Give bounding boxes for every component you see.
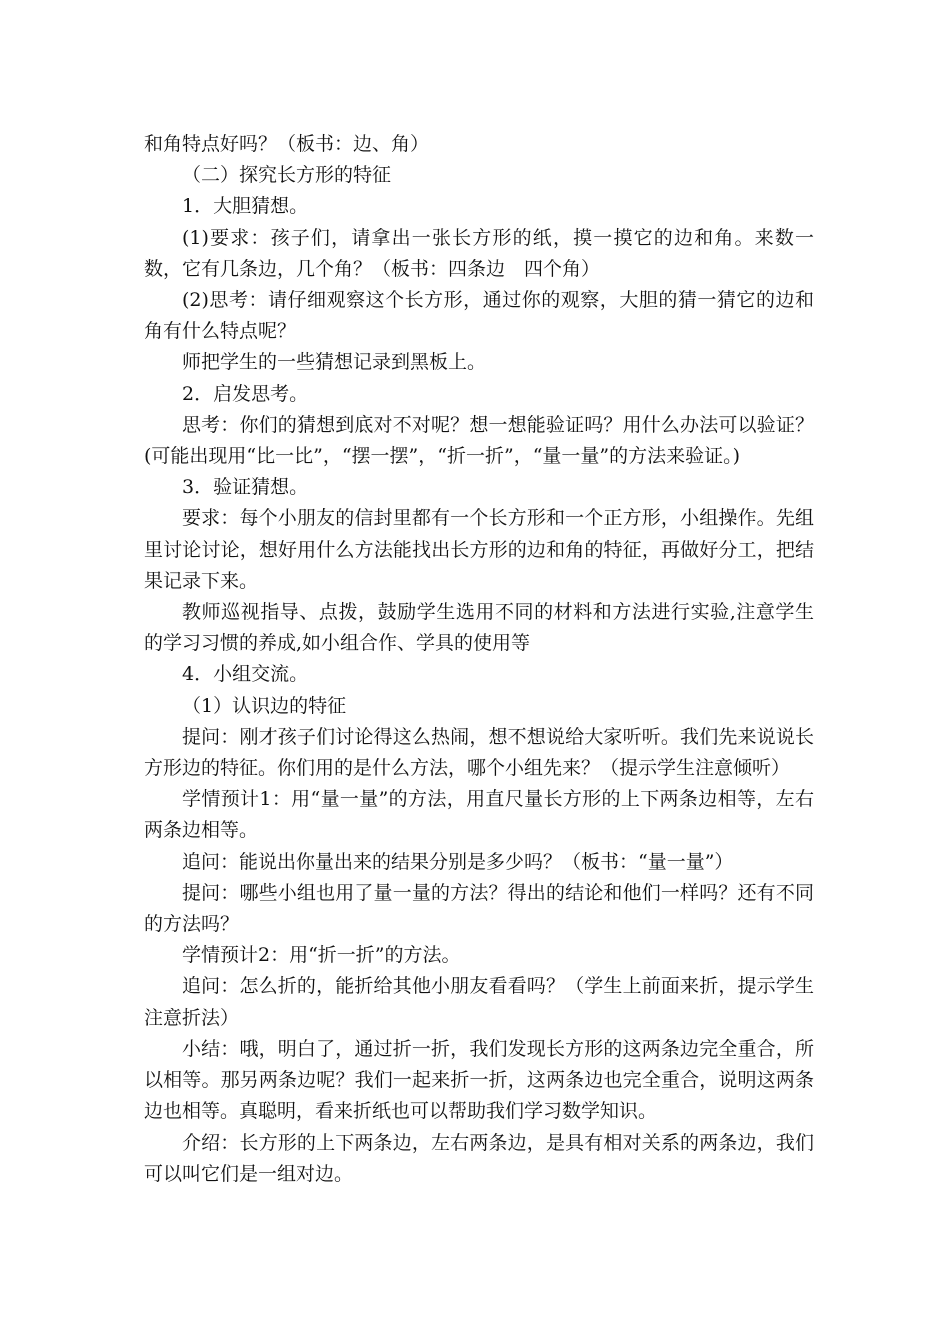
step-heading: 1．大胆猜想。 [182,195,309,218]
paragraph: 学情预计2：用“折一折”的方法。 [182,944,461,967]
paragraph: (2)思考：请仔细观察这个长方形，通过你的观察，大胆的猜一猜它的边和角有什么特点呢？ [144,289,814,343]
paragraph-continuation: 和角特点好吗？（板书：边、角） [144,133,430,155]
paragraph: 小结：哦，明白了，通过折一折，我们发现长方形的这两条边完全重合，所以相等。那另两条边呢？我们一起来折一折，这两条边也完全重合，说明这两条边也相等。真聪明，看来折纸也可以帮助我们学习数学知识。 [144,1037,814,1123]
paragraph: 提问：刚才孩子们讨论得这么热闹，想不想说给大家听听。我们先来说说长方形边的特征。你们用的是什么方法，哪个小组先来？（提示学生注意倾听） [144,725,814,780]
paragraph: 学情预计1：用“量一量”的方法，用直尺量长方形的上下两条边相等，左右两条边相等。 [144,788,814,842]
step-heading: 4．小组交流。 [182,663,309,686]
step-heading: 3．验证猜想。 [182,476,309,499]
paragraph: 思考：你们的猜想到底对不对呢？想一想能验证吗？用什么办法可以验证？(可能出现用“比一比”，“摆一摆”，“折一折”，“量一量”的方法来验证。) [144,413,814,468]
paragraph: 教师巡视指导、点拨，鼓励学生选用不同的材料和方法进行实验,注意学生的学习习惯的养成,如小组合作、学具的使用等 [144,601,814,655]
section-heading: （二）探究长方形的特征 [182,164,392,187]
subsection-heading: （1）认识边的特征 [182,694,347,717]
paragraph: 追问：能说出你量出来的结果分别是多少吗？（板书：“量一量”） [182,850,734,873]
paragraph: 介绍：长方形的上下两条边，左右两条边，是具有相对关系的两条边，我们可以叫它们是一组对边。 [144,1131,814,1185]
document-body [144,129,814,1190]
paragraph: 提问：哪些小组也用了量一量的方法？得出的结论和他们一样吗？还有不同的方法吗？ [144,881,814,936]
paragraph: 追问：怎么折的，能折给其他小朋友看看吗？（学生上前面来折，提示学生注意折法） [144,975,814,1029]
paragraph: (1)要求：孩子们，请拿出一张长方形的纸，摸一摸它的边和角。来数一数，它有几条边，几个角？（板书：四条边 四个角） [144,226,814,280]
paragraph: 要求：每个小朋友的信封里都有一个长方形和一个正方形，小组操作。先组里讨论讨论，想好用什么方法能找出长方形的边和角的特征，再做好分工，把结果记录下来。 [144,507,814,592]
paragraph: 师把学生的一些猜想记录到黑板上。 [182,351,487,374]
step-heading: 2．启发思考。 [182,382,309,405]
